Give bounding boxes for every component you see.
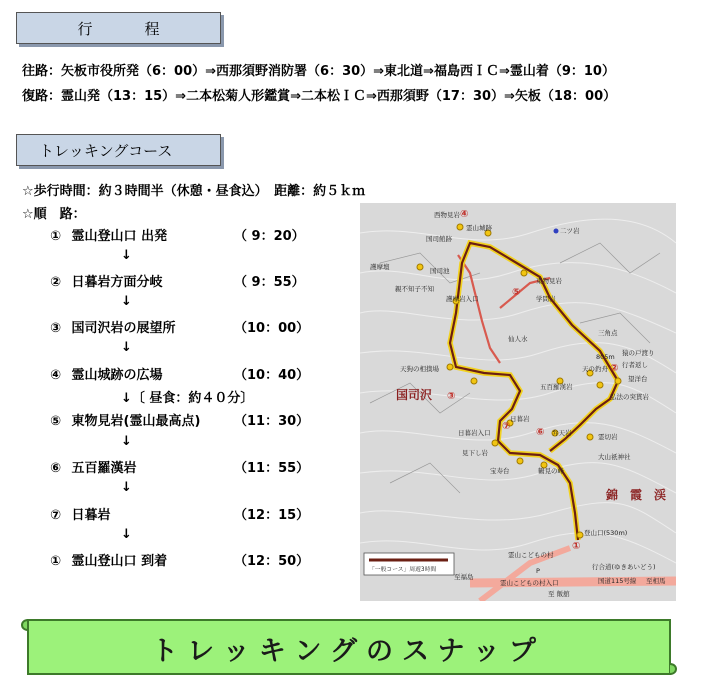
step-time: （ 9：20） xyxy=(234,229,305,244)
label-higure-iwa: 日暮岩 xyxy=(510,415,530,423)
label-tengu-hiki: 天狗の相撲場 xyxy=(400,365,439,373)
label-gomaba: 護摩壇 xyxy=(370,263,390,271)
route-number-6: ⑥ xyxy=(536,427,545,438)
schedule-header-text: 行程 xyxy=(77,19,212,38)
step-number: ① xyxy=(50,229,62,244)
label-kiri-iwa: 霊切岩 xyxy=(598,433,618,441)
label-kodomo-mori: 霊山こどもの村 xyxy=(508,551,554,559)
step-number: ⑤ xyxy=(50,414,62,429)
lunch-note: ↓〔 昼食：約４０分〕 xyxy=(121,391,254,406)
legend-text: 「一般コース」周遊3時間 xyxy=(369,567,437,573)
arrow-down: ↓ xyxy=(121,527,132,542)
step-4 xyxy=(50,364,310,383)
route-number-3: ③ xyxy=(447,391,456,402)
step-number: ① xyxy=(50,554,62,569)
outbound-route: 往路：矢板市役所発（6：00）⇒西那須野消防署（6：30）⇒東北道⇒福島西ＩＣ⇒霊山着（9：10） xyxy=(22,64,615,79)
route-number-7: ⑦ xyxy=(502,421,511,432)
step-number: ④ xyxy=(50,368,62,383)
label-to-iizaka: 至 飯舘 xyxy=(548,590,570,598)
step-7 xyxy=(50,504,310,523)
label-gohyaku-rakan: 五百羅漢岩 xyxy=(540,383,573,391)
label-sankakuten: 三角点 xyxy=(598,329,618,337)
label-oyashirazu: 親不知子不知 xyxy=(395,285,434,293)
label-bousou: 望洋台 xyxy=(628,375,648,383)
step-name: 五百羅漢岩 xyxy=(71,461,137,476)
label-goho-iwa: 護摩岩入口 xyxy=(446,295,479,303)
label-benten: 弁天岩 xyxy=(552,429,572,437)
step-name: 霊山登山口 出発 xyxy=(71,229,168,244)
step-number: ③ xyxy=(50,321,62,336)
step-2 xyxy=(50,271,305,290)
label-higashi-monomi: 東物見岩 xyxy=(536,277,562,285)
walk-time: ☆歩行時間：約３時間半（休憩・昼食込） 距離：約５ｋｍ xyxy=(22,184,366,199)
step-time: （10：40） xyxy=(234,368,310,383)
step-name: 霊山城跡の広場 xyxy=(71,368,163,383)
label-higure-iri: 日暮岩入口 xyxy=(458,429,491,437)
label-gyoja-gaeshi: 行者返し xyxy=(622,361,648,369)
step-name: 国司沢岩の展望所 xyxy=(71,321,176,336)
step-1 xyxy=(50,225,305,244)
course-header xyxy=(16,134,221,166)
route-label: ☆順 路： xyxy=(22,207,86,222)
label-niju-iwa: 二ツ岩 xyxy=(560,227,580,235)
route-number-2: ② xyxy=(610,363,619,374)
step-time: （11：55） xyxy=(234,461,310,476)
banner-title: トレッキングのスナップ xyxy=(151,635,545,667)
label-kokudo: 国道115号線 xyxy=(598,577,637,585)
label-kodomo-iri: 霊山こどもの村入口 xyxy=(500,579,559,587)
arrow-down: ↓ xyxy=(121,480,132,495)
route-number-5: ⑤ xyxy=(512,287,521,298)
label-sankakuten-height: 805m xyxy=(596,353,615,361)
label-kokushi-ike: 国司池 xyxy=(430,267,450,275)
step-5 xyxy=(50,410,310,429)
return-route: 復路：霊山発（13：15）⇒二本松菊人形鑑賞⇒二本松ＩＣ⇒西那須野（17：30）⇒矢板（18：00） xyxy=(22,89,617,104)
label-to-fukushima: 至福島 xyxy=(454,573,474,581)
label-kokushi-gosho: 国司館跡 xyxy=(426,235,452,243)
label-parking: P xyxy=(536,567,540,575)
schedule-header xyxy=(16,12,221,44)
step-name: 日暮岩 xyxy=(71,508,111,523)
step-time: （ 9：55） xyxy=(234,275,305,290)
label-saru-toiwatari: 猿の戸渡り xyxy=(622,349,655,357)
step-6 xyxy=(50,457,310,476)
arrow-down: ↓ xyxy=(121,340,132,355)
label-tozanguchi: 登山口(530m) xyxy=(584,529,628,537)
step-name: 霊山登山口 到着 xyxy=(71,554,168,569)
step-name: 東物見岩(霊山最高点) xyxy=(71,414,201,429)
label-oyama-jinja: 大山祇神社 xyxy=(598,453,631,461)
route-number-1: ① xyxy=(572,541,581,552)
label-tsurumi: 鶴見の峰 xyxy=(538,467,564,475)
label-kinkakei: 錦 霞 渓 xyxy=(606,488,667,502)
step-name: 日暮岩方面分岐 xyxy=(71,275,163,290)
label-sennin-mizu: 仙人水 xyxy=(508,335,528,343)
step-number: ⑥ xyxy=(50,461,62,476)
step-time: （10：00） xyxy=(234,321,310,336)
map-legend xyxy=(364,553,454,575)
label-gakumonjo: 学問岩 xyxy=(536,295,556,303)
route-number-4: ④ xyxy=(460,209,469,220)
label-kokushi-sawa: 国司沢 xyxy=(396,388,433,402)
label-mitama-iwa: 見下し岩 xyxy=(462,449,488,457)
niju-iwa-marker xyxy=(554,229,559,234)
label-kobo-iwa: 弘法の突貫岩 xyxy=(610,393,649,401)
label-hoju-iwa: 宝寿台 xyxy=(490,467,510,475)
label-tenno-kiri: 天の釣舟 xyxy=(582,365,608,373)
step-number: ② xyxy=(50,275,62,290)
label-nishi-monomi: 西物見岩 xyxy=(434,211,460,219)
label-michi-no-eki: 行合道(ゆきあいどう) xyxy=(592,563,656,571)
label-reizan-joshi: 霊山城跡 xyxy=(466,224,492,232)
step-number: ⑦ xyxy=(50,508,62,523)
label-to-soma: 至相馬 xyxy=(646,577,666,585)
step-time: （12：15） xyxy=(234,508,310,523)
trail-map xyxy=(360,203,676,601)
step-time: （12：50） xyxy=(234,554,310,569)
step-8 xyxy=(50,550,310,569)
step-3 xyxy=(50,317,310,336)
arrow-down: ↓ xyxy=(121,294,132,309)
arrow-down: ↓ xyxy=(121,248,132,263)
arrow-down: ↓ xyxy=(121,434,132,449)
step-time: （11：30） xyxy=(234,414,310,429)
course-header-text: トレッキングコース xyxy=(39,141,173,160)
